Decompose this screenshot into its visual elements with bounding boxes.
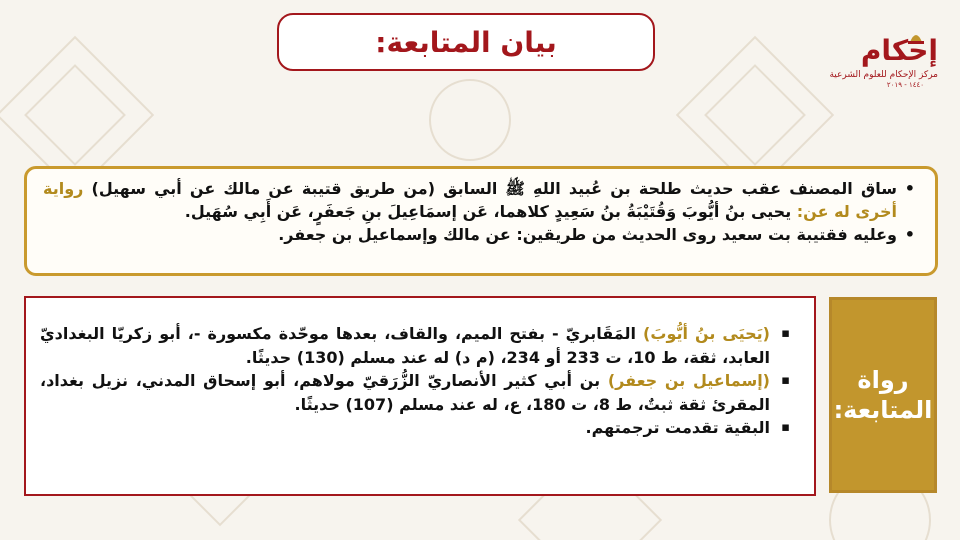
summary-item-text: وعليه فقتيبة بت سعيد روى الحديث من طريقين: عن مالك وإسماعيل بن جعفر. xyxy=(278,225,897,244)
narrators-box xyxy=(24,296,816,496)
narrator-text: البقية تقدمت ترجمتهم. xyxy=(585,418,770,437)
summary-list xyxy=(43,177,919,246)
narrator-text: بن أبي كثير الأنصاريّ الزُّرَقيّ مولاهم، أبو إسحاق المدني، نزيل بغداد، المقرئ ثقة ثبتٌ، ط 8، ت 180، ع، له عند مسلم (107) حديثًا. xyxy=(40,371,770,414)
narrator-item xyxy=(40,369,794,416)
summary-item-text: ساق المصنف عقب حديث طلحة بن عُبيد اللهِ ﷺ السابق (من طريق قتيبة عن مالك عن أبي سهيل) xyxy=(83,179,897,198)
summary-item xyxy=(43,177,919,223)
logo-word: إحكام xyxy=(860,34,938,67)
summary-item-highlight: رواية أخرى له عن: xyxy=(43,179,897,221)
logo-subtitle: مركز الإحكام للعلوم الشرعية xyxy=(829,70,938,80)
narrator-name: (يَحيَى بنُ أيُّوبَ) xyxy=(643,324,770,343)
summary-item-text: يحيى بنُ أيُّوبَ وَقُتَيْبَةُ بنُ سَعِيدٍ كلاهما، عَن إسمَاعِيلَ بنِ جَعفَرٍ، عَن أَبِي سُهَيل. xyxy=(184,202,797,221)
summary-box xyxy=(24,166,938,276)
narrators-list xyxy=(40,322,794,440)
narrators-label-panel xyxy=(829,297,937,493)
narrator-text: المَقَابريّ - بفتح الميم، والقاف، بعدها موحّدة مكسورة -، أبو زكريّا البغداديّ العابد، ثقة، ط 10، ت 233 أو 234، (م د) له عند مسلم (130) حديثًا. xyxy=(40,324,770,367)
page-title: بيان المتابعة: xyxy=(375,25,557,59)
page-title-box xyxy=(277,13,655,71)
narrator-item xyxy=(40,322,794,369)
narrators-label: رواة المتابعة: xyxy=(833,366,933,424)
summary-item xyxy=(43,223,919,246)
logo-subline: ١٤٤٠ - ٢٠١٩ xyxy=(886,81,924,89)
narrator-name: (إسماعيل بن جعفر) xyxy=(607,371,770,390)
narrator-item xyxy=(40,416,794,440)
brand-logo xyxy=(829,24,938,94)
